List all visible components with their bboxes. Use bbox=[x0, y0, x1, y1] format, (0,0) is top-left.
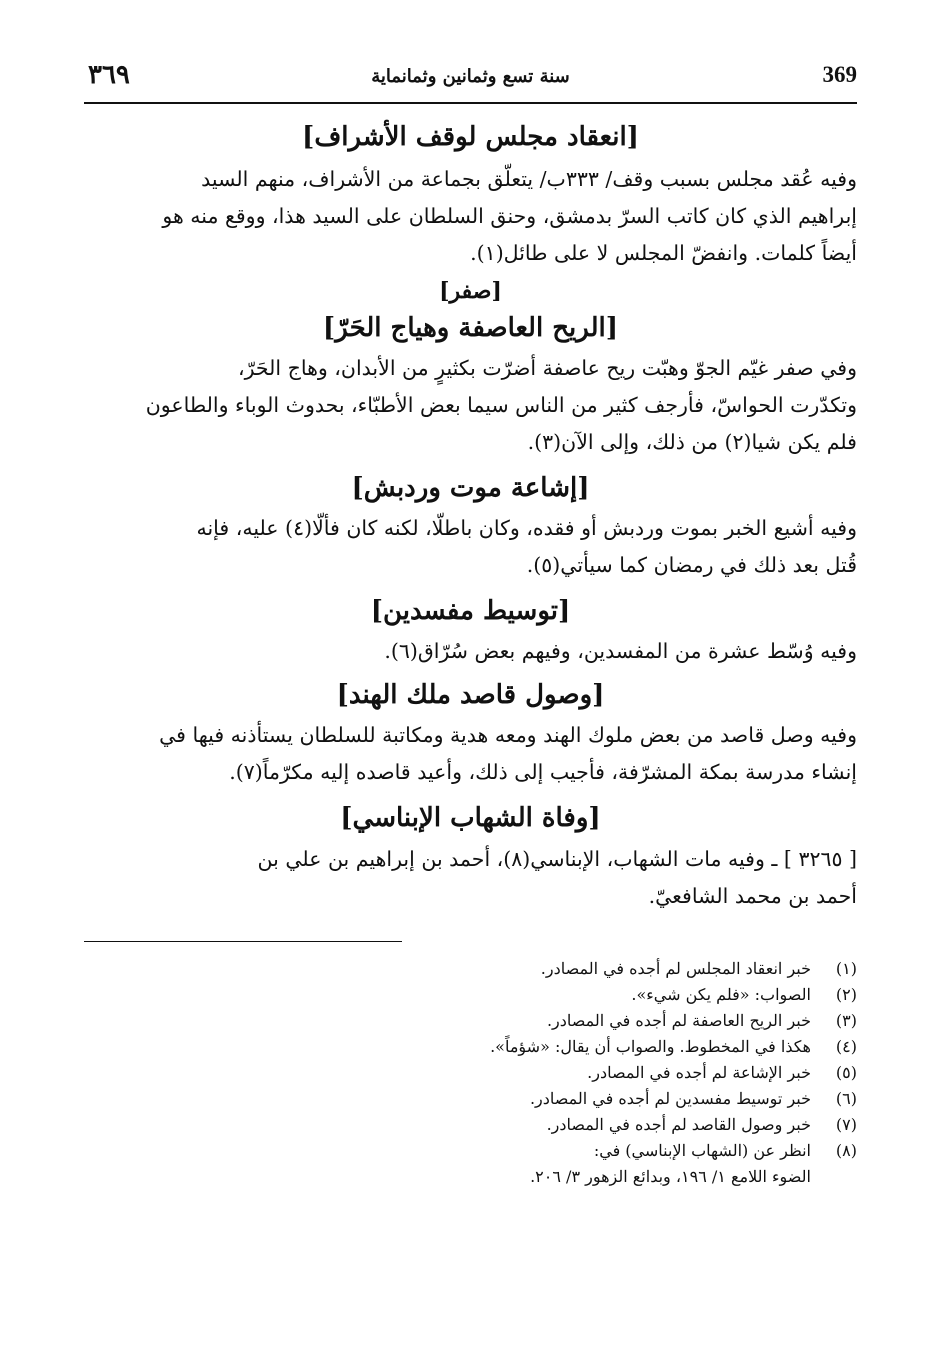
footnote-text: خبر الريح العاصفة لم أجده في المصادر. bbox=[546, 1010, 811, 1030]
footnote-separator bbox=[84, 941, 402, 942]
footnote bbox=[84, 1008, 857, 1034]
footnote-text: خبر الإشاعة لم أجده في المصادر. bbox=[587, 1062, 811, 1082]
footnote bbox=[84, 1086, 857, 1112]
footnote bbox=[84, 1138, 857, 1164]
footnote-text: خبر وصول القاصد لم أجده في المصادر. bbox=[546, 1114, 811, 1134]
paragraph-line: وفيه وصل قاصد من بعض ملوك الهند ومعه هدية ومكاتبة للسلطان يستأذنه فيها في bbox=[159, 723, 857, 748]
section-heading: [وصول قاصد ملك الهند] bbox=[336, 680, 605, 711]
section-heading: [إشاعة موت وردبش] bbox=[351, 472, 590, 503]
footnote-number: (٨) bbox=[835, 1140, 857, 1160]
footnote-continuation: الضوء اللامع ١/ ١٩٦، وبدائع الزهور ٣/ ٢٠٦. bbox=[530, 1166, 811, 1186]
page-header bbox=[84, 60, 857, 104]
paragraph-line: أحمد بن محمد الشافعيّ. bbox=[648, 883, 857, 908]
paragraph-line: إبراهيم الذي كان كاتب السرّ بدمشق، وحنق السلطان على السيد هذا، ووقع منه هو bbox=[162, 204, 857, 229]
footnote-number: (٢) bbox=[835, 984, 857, 1004]
paragraph-line: فلم يكن شيا(٢) من ذلك، وإلى الآن(٣). bbox=[527, 429, 857, 454]
month-heading: [صفر] bbox=[439, 278, 502, 305]
page-number-arabic: ٣٦٩ bbox=[88, 60, 130, 90]
footnote-text: هكذا في المخطوط. والصواب أن يقال: «شؤماً». bbox=[490, 1036, 811, 1056]
paragraph-line: أيضاً كلمات. وانفضّ المجلس لا على طائل(١). bbox=[470, 241, 857, 266]
section-heading: [انعقاد مجلس لوقف الأشراف] bbox=[302, 122, 639, 152]
footnote-number: (٧) bbox=[835, 1114, 857, 1134]
footnote-number: (٥) bbox=[835, 1062, 857, 1082]
footnotes bbox=[84, 956, 857, 1190]
footnote-number: (٣) bbox=[835, 1010, 857, 1030]
paragraph-line: وفيه عُقد مجلس بسبب وقف/ ٣٣٣ب/ يتعلّق بجماعة من الأشراف، منهم السيد bbox=[201, 167, 857, 192]
paragraph-line: قُتل بعد ذلك في رمضان كما سيأتي(٥). bbox=[526, 552, 857, 577]
footnote-number: (٤) bbox=[835, 1036, 857, 1056]
footnote-text: خبر انعقاد المجلس لم أجده في المصادر. bbox=[540, 958, 811, 978]
footnote bbox=[84, 982, 857, 1008]
footnote-number: (١) bbox=[835, 958, 857, 978]
paragraph-line: وفيه أشيع الخبر بموت وردبش أو فقده، وكان باطلّا، لكنه كان فألّا(٤) عليه، فإنه bbox=[196, 515, 857, 540]
footnote bbox=[84, 1034, 857, 1060]
footnote bbox=[84, 956, 857, 982]
section-heading: [وفاة الشهاب الإبناسي] bbox=[340, 803, 601, 834]
footnote-text: انظر عن (الشهاب الإبناسي) في: bbox=[593, 1140, 811, 1160]
footnote-number: (٦) bbox=[835, 1088, 857, 1108]
section-heading: [الريح العاصفة وهياج الحَرّ] bbox=[322, 312, 619, 343]
footnote-text: الصواب: «فلم يكن شيء». bbox=[631, 984, 811, 1004]
section-heading: [توسيط مفسدين] bbox=[370, 595, 571, 626]
page-number-latin: 369 bbox=[822, 62, 857, 87]
footnote bbox=[84, 1112, 857, 1138]
paragraph-line: وفي صفر غيّم الجوّ وهبّت ريح عاصفة أضرّت بكثيرٍ من الأبدان، وهاج الحَرّ، bbox=[237, 355, 857, 380]
paragraph-line: وتكدّرت الحواسّ، فأرجف كثير من الناس سيما بعض الأطبّاء، بحدوث الوباء والطاعون bbox=[145, 392, 857, 417]
running-title: سنة تسع وثمانين وثمانماية bbox=[371, 66, 570, 87]
paragraph-line: [ ٣٢٦٥ ] ـ وفيه مات الشهاب، الإبناسي(٨)، أحمد بن إبراهيم بن علي بن bbox=[257, 846, 857, 871]
paragraph-line: وفيه وُسّط عشرة من المفسدين، وفيهم بعض سُرّاق(٦). bbox=[384, 639, 857, 664]
footnote-text: خبر توسيط مفسدين لم أجده في المصادر. bbox=[529, 1088, 811, 1108]
main-text bbox=[84, 122, 857, 915]
footnote bbox=[84, 1060, 857, 1086]
paragraph-line: إنشاء مدرسة بمكة المشرّفة، فأجيب إلى ذلك، وأعيد قاصده إليه مكرّماً(٧). bbox=[229, 760, 857, 785]
